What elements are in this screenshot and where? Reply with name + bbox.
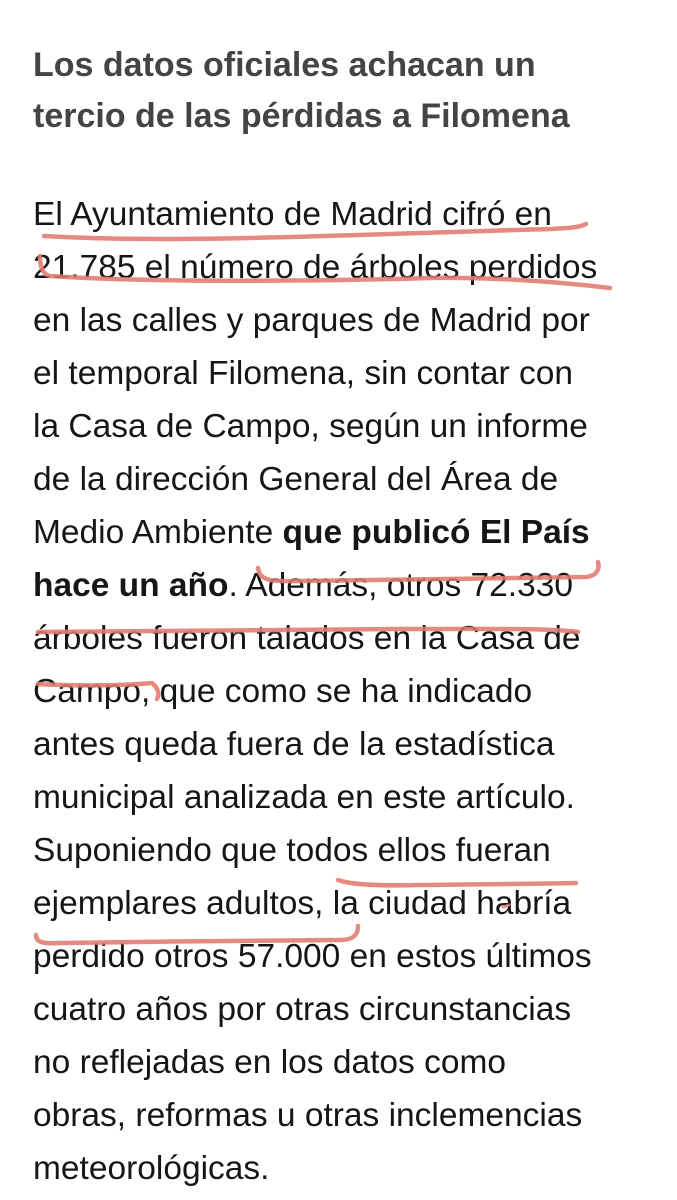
bold-phrase-hace-un-ano: hace un año [33,567,229,604]
paragraph-line-18: obras, reformas u otras inclemencias [33,1097,583,1134]
paragraph-line-4: el temporal Filomena, sin contar con [33,355,573,392]
paragraph-line-11: antes queda fuera de la estadística [33,726,555,763]
paragraph-line-3: en las calles y parques de Madrid por [33,302,590,339]
subheading-line-1: Los datos oficiales achacan un [33,46,536,84]
paragraph-line-5: la Casa de Campo, según un informe [33,408,588,445]
paragraph-line-9: árboles fueron talados en la Casa de [33,620,581,657]
paragraph-line-10: Campo, que como se ha indicado [33,673,533,710]
paragraph-line-6: de la dirección General del Área de [33,461,559,498]
paragraph-line-17: no reflejadas en los datos como [33,1044,507,1081]
paragraph-line-16: cuatro años por otras circunstancias [33,991,572,1028]
subheading-line-2: tercio de las pérdidas a Filomena [33,97,570,135]
paragraph-line-8 [33,559,663,612]
paragraph-line-15: perdido otros 57.000 en estos últimos [33,938,592,975]
paragraph-line-19: meteorológicas. [33,1150,270,1187]
article-paragraph [33,188,663,1195]
section-subheading [33,40,653,142]
paragraph-line-2: 21.785 el número de árboles perdidos [33,249,598,286]
paragraph-line-14: ejemplares adultos, la ciudad habría [33,885,572,922]
paragraph-line-7-text: Medio Ambiente [33,514,283,551]
paragraph-line-7 [33,506,663,559]
paragraph-line-8-text: . Además, otros 72.330 [228,567,573,604]
paragraph-line-12: municipal analizada en este artículo. [33,779,575,816]
paragraph-line-13: Suponiendo que todos ellos fueran [33,832,551,869]
bold-phrase-publicado: que publicó El País [282,514,590,551]
paragraph-line-1: El Ayuntamiento de Madrid cifró en [33,196,552,233]
